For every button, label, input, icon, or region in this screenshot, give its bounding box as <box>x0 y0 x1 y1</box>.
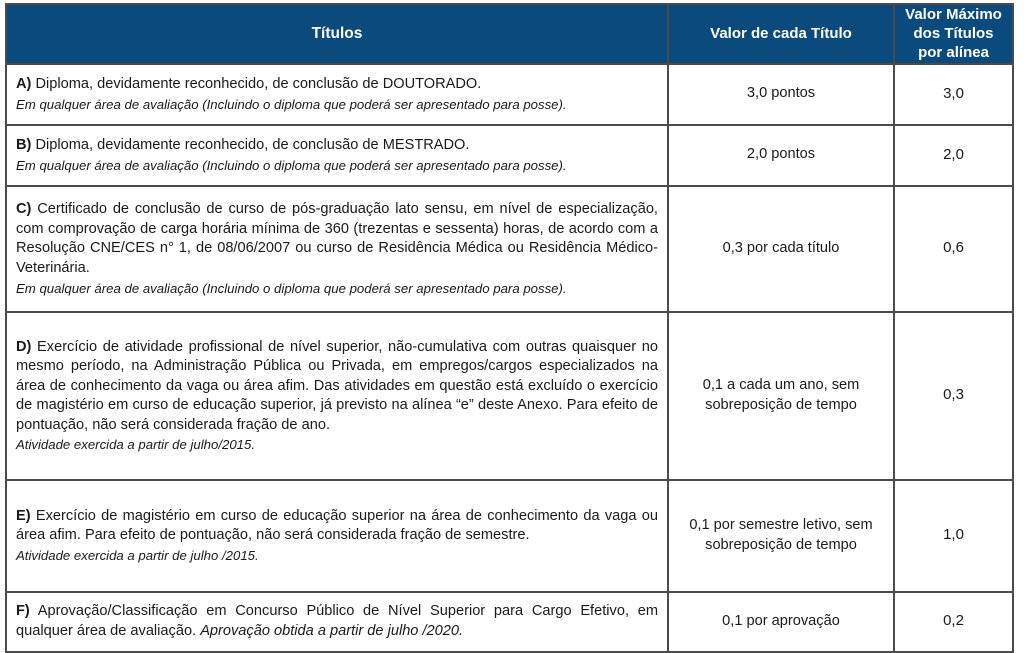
row-main-text-d <box>16 338 658 436</box>
row-body-a: Diploma, devidamente reconhecido, de conclusão de DOUTORADO. <box>35 76 482 93</box>
row-main-text-c <box>16 200 658 278</box>
row-valor-cada-b: 2,0 pontos <box>668 125 894 186</box>
row-valor-cada-e: 0,1 por semestre letivo, sem sobreposição de tempo <box>668 480 894 592</box>
row-valor-cada-c: 0,3 por cada título <box>668 186 894 312</box>
row-inline-italic-f: Aprovação obtida a partir de julho /2020. <box>200 622 464 639</box>
column-header-titulos: Títulos <box>6 4 668 64</box>
row-valor-cada-a: 3,0 pontos <box>668 64 894 125</box>
header-row <box>6 4 1013 64</box>
row-description-c <box>6 186 668 312</box>
titulos-scoring-table <box>5 3 1014 653</box>
column-header-valor-cada-titulo: Valor de cada Título <box>668 4 894 64</box>
row-description-b <box>6 125 668 186</box>
row-body-e: Exercício de magistério em curso de educação superior na área de conhecimento da vaga ou área afim. Para efeito de pontuação, não será considerada fração de semestre. <box>16 507 658 544</box>
row-description-f <box>6 592 668 652</box>
table-row <box>6 312 1013 480</box>
row-description-d <box>6 312 668 480</box>
valor-maximo-line-1: Valor Máximo <box>905 6 1002 23</box>
row-body-b: Diploma, devidamente reconhecido, de conclusão de MESTRADO. <box>35 137 470 154</box>
row-letter-e: E) <box>16 507 31 524</box>
row-letter-d: D) <box>16 338 32 355</box>
valor-maximo-line-3: por alínea <box>918 44 989 62</box>
table-header <box>6 4 1013 64</box>
row-description-a <box>6 64 668 125</box>
row-valor-cada-d: 0,1 a cada um ano, sem sobreposição de tempo <box>668 312 894 480</box>
row-body-c: Certificado de conclusão de curso de pós-graduação lato sensu, em nível de especialização, com comprovação de carga horária mínima de 360 (trezentas e sessenta) horas, de acordo com a Resolução CNE/CES n° 1, de 08/06/2007 ou curso de Residência Médica ou Residência Médico-Veterinária. <box>16 201 658 277</box>
column-header-valor-maximo <box>894 4 1013 64</box>
row-note-c: Em qualquer área de avaliação (Incluindo o diploma que poderá ser apresentado para posse). <box>16 280 567 296</box>
row-letter-a: A) <box>16 76 32 93</box>
table-row <box>6 64 1013 125</box>
row-valor-maximo-f: 0,2 <box>894 592 1013 652</box>
row-main-text-f <box>16 602 658 641</box>
row-letter-b: B) <box>16 137 32 154</box>
row-valor-maximo-b: 2,0 <box>894 125 1013 186</box>
row-note-e: Atividade exercida a partir de julho /2015. <box>16 548 259 564</box>
row-note-b: Em qualquer área de avaliação (Incluindo o diploma que poderá ser apresentado para posse). <box>16 157 567 173</box>
table-row <box>6 125 1013 186</box>
table-row <box>6 186 1013 312</box>
row-letter-f: F) <box>16 603 30 620</box>
row-body-f: Aprovação/Classificação em Concurso Público de Nível Superior para Cargo Efetivo, em qualquer área de avaliação. <box>16 603 659 639</box>
row-description-e <box>6 480 668 592</box>
row-note-a: Em qualquer área de avaliação (Incluindo o diploma que poderá ser apresentado para posse). <box>16 96 567 112</box>
row-main-text-e <box>16 507 658 546</box>
table-body <box>6 64 1013 652</box>
row-valor-maximo-d: 0,3 <box>894 312 1013 480</box>
row-valor-maximo-a: 3,0 <box>894 64 1013 125</box>
row-main-text-a <box>16 75 658 95</box>
table-row <box>6 480 1013 592</box>
row-letter-c: C) <box>16 201 32 218</box>
row-valor-cada-f: 0,1 por aprovação <box>668 592 894 652</box>
valor-maximo-line-2: dos Títulos <box>913 25 994 43</box>
row-body-d: Exercício de atividade profissional de nível superior, não-cumulativa com outras quaisquer no mesmo período, na Administração Pública ou Privada, em empregos/cargos especializados na área de conhecimento da vaga ou área afim. Das atividades em questão está excluído o exercício de magistério em curso de educação superior, já previsto na alínea “e” deste Anexo. Para efeito de pontuação, não será considerada fração de ano. <box>16 338 658 433</box>
row-valor-maximo-c: 0,6 <box>894 186 1013 312</box>
row-valor-maximo-e: 1,0 <box>894 480 1013 592</box>
row-main-text-b <box>16 136 658 156</box>
row-note-d: Atividade exercida a partir de julho/2015. <box>16 437 255 453</box>
table-row <box>6 592 1013 652</box>
